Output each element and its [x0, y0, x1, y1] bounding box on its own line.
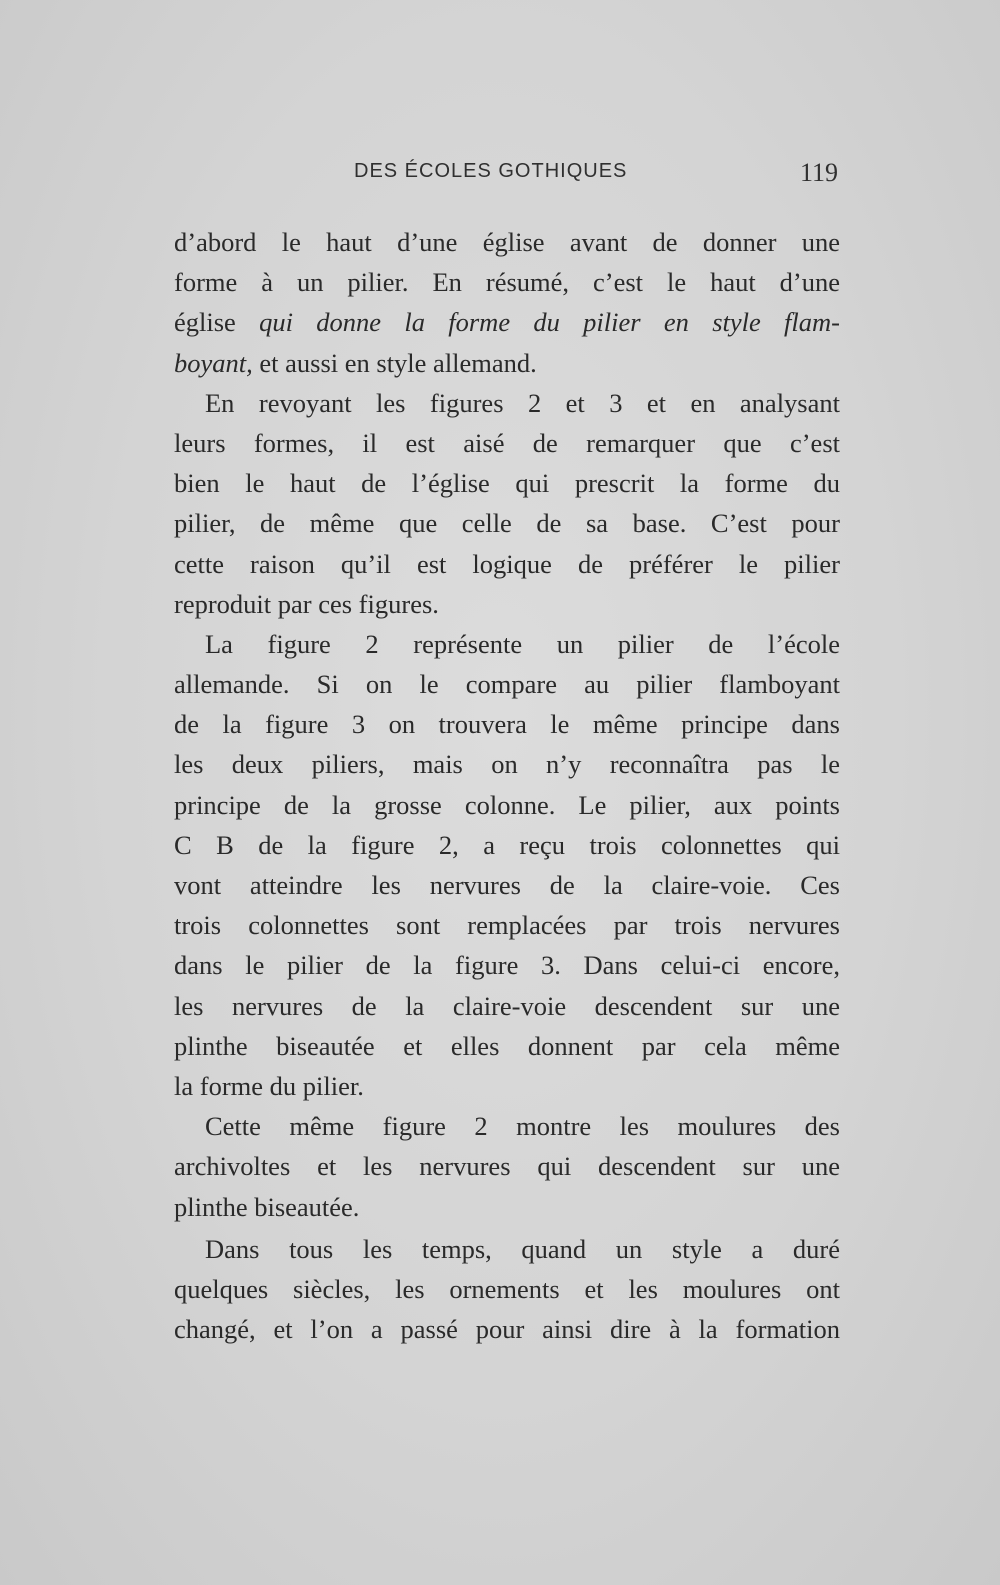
- running-head: [174, 158, 840, 194]
- text-line: [174, 343, 840, 383]
- text-line: allemande. Si on le compare au pilier flamboyant: [174, 669, 840, 700]
- running-title: DES ÉCOLES GOTHIQUES: [354, 160, 628, 182]
- text-run: et aussi en style allemand.: [252, 347, 537, 378]
- text-line: plinthe biseautée.: [174, 1191, 360, 1222]
- text-line: archivoltes et les nervures qui descendent sur une: [174, 1151, 840, 1182]
- text-run: église: [174, 307, 260, 338]
- text-line: trois colonnettes sont remplacées par trois nervures: [174, 910, 840, 941]
- text-line: principe de la grosse colonne. Le pilier, aux points: [174, 789, 840, 820]
- italic-run: boyant,: [174, 347, 253, 378]
- text-line: d’abord le haut d’une église avant de donner une: [174, 227, 840, 257]
- text-line: C B de la figure 2, a reçu trois colonnettes qui: [174, 829, 840, 860]
- text-line: bien le haut de l’église qui prescrit la forme du: [174, 468, 840, 499]
- text-line: leurs formes, il est aisé de remarquer que c’est: [174, 427, 840, 458]
- text-line: reproduit par ces figures.: [174, 588, 439, 619]
- text-line: forme à un pilier. En résumé, c’est le haut d’une: [174, 267, 840, 298]
- text-line: changé, et l’on a passé pour ainsi dire à la formation: [174, 1314, 840, 1345]
- text-line: [174, 302, 840, 342]
- body-text: [174, 222, 840, 1349]
- text-line: la forme du pilier.: [174, 1070, 364, 1101]
- text-line: plinthe biseautée et elles donnent par cela même: [174, 1030, 840, 1061]
- text-line: quelques siècles, les ornements et les moulures ont: [174, 1273, 840, 1304]
- text-line: les deux piliers, mais on n’y reconnaîtra pas le: [174, 749, 840, 780]
- text-line: les nervures de la claire-voie descendent sur une: [174, 990, 840, 1021]
- text-line: de la figure 3 on trouvera le même principe dans: [174, 709, 840, 740]
- text-line: La figure 2 représente un pilier de l’école: [205, 628, 840, 659]
- text-line: vont atteindre les nervures de la claire-voie. Ces: [174, 870, 840, 900]
- text-line: dans le pilier de la figure 3. Dans celui-ci encore,: [174, 950, 840, 981]
- text-line: En revoyant les figures 2 et 3 et en analysant: [205, 387, 840, 418]
- italic-run: qui donne la forme du pilier en style flam-: [259, 307, 840, 338]
- text-line: Cette même figure 2 montre les moulures des: [205, 1111, 840, 1142]
- text-line: pilier, de même que celle de sa base. C’est pour: [174, 508, 840, 539]
- page-number: 119: [799, 158, 838, 187]
- text-line: Dans tous les temps, quand un style a duré: [205, 1233, 840, 1264]
- text-line: cette raison qu’il est logique de préférer le pilier: [174, 548, 840, 579]
